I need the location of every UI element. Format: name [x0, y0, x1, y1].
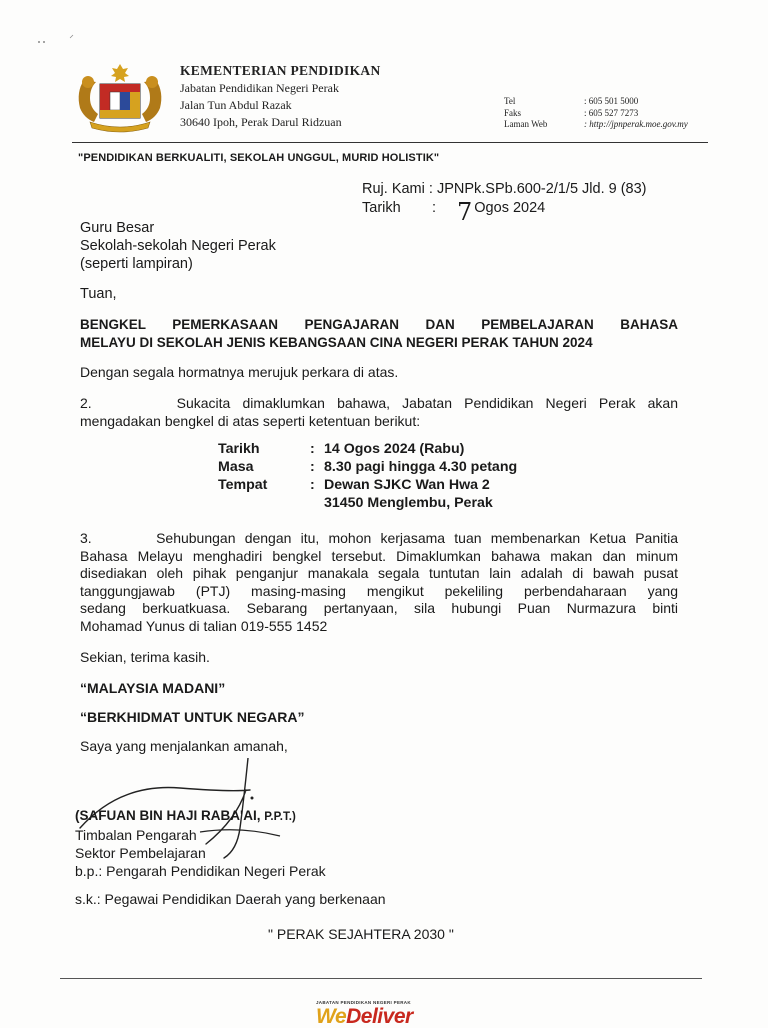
paragraph-2: [80, 395, 678, 430]
signatory-position: [75, 826, 326, 880]
detail-row: [218, 440, 517, 458]
handwritten-day: 7: [457, 198, 473, 226]
contact-label: Tel: [504, 96, 516, 106]
paragraph-line: mengadakan bengkel di atas seperti ketentuan berikut:: [80, 412, 421, 429]
date-row: [362, 198, 647, 226]
detail-sep: :: [310, 441, 315, 457]
paragraph-line: disediakan oleh pihak penganjur manakala segala tuntutan lain adalah di bawah pusat: [80, 565, 678, 581]
brand-deliver: Deliver: [346, 1005, 413, 1028]
recipient-line: (seperti lampiran): [80, 256, 193, 272]
we-deliver-logo: [316, 1006, 413, 1028]
address-line: 30640 Ipoh, Perak Darul Ridzuan: [180, 115, 342, 129]
footer-department: JABATAN PENDIDIKAN NEGERI PERAK: [316, 1000, 411, 1005]
coat-of-arms-logo: [70, 58, 170, 136]
detail-sep: [310, 494, 324, 512]
ref-value: JPNPk.SPb.600-2/1/5 Jld. 9 (83): [436, 181, 647, 197]
contact-value: : http://jpnperak.moe.gov.my: [584, 119, 688, 129]
contact-fax: [504, 108, 688, 120]
paragraph-1: Dengan segala hormatnya merujuk perkara di atas.: [80, 364, 399, 380]
detail-sep: :: [310, 477, 315, 493]
contact-label: Laman Web: [504, 119, 548, 129]
signatory-name: [75, 808, 296, 823]
closing-line: Sekian, terima kasih.: [80, 649, 210, 665]
paragraph-line: sedang berkuatkuasa. Sebarang pertanyaan, sila hubungi Puan Nurmazura binti: [80, 600, 678, 616]
carbon-copy: s.k.: Pegawai Pendidikan Daerah yang berkenaan: [75, 891, 386, 907]
paragraph-3: [80, 530, 678, 635]
signatory-honorific: P.P.T.): [264, 811, 296, 823]
contact-value: : 605 527 7273: [584, 107, 639, 118]
event-details: [218, 440, 517, 512]
letter-subject: [80, 316, 678, 352]
paragraph-line: 2. Sukacita dimaklumkan bahawa, Jabatan Pendidikan Negeri Perak akan: [80, 395, 678, 411]
detail-label: Masa: [218, 459, 254, 475]
ministry-name: KEMENTERIAN PENDIDIKAN: [180, 63, 381, 78]
address-line: Jalan Tun Abdul Razak: [180, 98, 292, 112]
paragraph-line: 3. Sehubungan dengan itu, mohon kerjasama tuan membenarkan Ketua Panitia: [80, 530, 678, 546]
detail-value: 31450 Menglembu, Perak: [324, 495, 493, 511]
signatory-name-text: (SAFUAN BIN HAJI RABA'AI,: [75, 808, 261, 823]
footer-divider: [60, 978, 702, 979]
detail-row: [218, 458, 517, 476]
contact-tel: [504, 96, 688, 108]
salutation: Tuan,: [80, 286, 117, 302]
contact-label: Faks: [504, 107, 522, 118]
contact-value: : 605 501 5000: [584, 96, 639, 106]
slogan-berkhidmat: “BERKHIDMAT UNTUK NEGARA”: [80, 709, 305, 725]
contact-block: [504, 96, 688, 131]
contact-web: [504, 119, 688, 131]
position-line: b.p.: Pengarah Pendidikan Negeri Perak: [75, 863, 326, 879]
detail-value: 8.30 pagi hingga 4.30 petang: [324, 459, 518, 475]
ministry-motto: "PENDIDIKAN BERKUALITI, SEKOLAH UNGGUL, MURID HOLISTIK": [78, 152, 440, 164]
date-sep: :: [432, 200, 437, 216]
header-divider: [72, 142, 708, 143]
address-line: Jabatan Pendidikan Negeri Perak: [180, 81, 339, 95]
recipient-block: [80, 219, 276, 273]
detail-value: Dewan SJKC Wan Hwa 2: [324, 477, 490, 493]
scan-marks: [36, 34, 86, 46]
reference-block: [362, 180, 647, 226]
date-value: Ogos 2024: [474, 200, 546, 216]
sign-off: Saya yang menjalankan amanah,: [80, 738, 288, 754]
detail-label: Tarikh: [218, 441, 260, 457]
detail-label: Tempat: [218, 477, 268, 493]
reference-row: [362, 180, 647, 199]
subject-line: MELAYU DI SEKOLAH JENIS KEBANGSAAN CINA NEGERI PERAK TAHUN 2024: [80, 335, 593, 350]
recipient-line: Guru Besar: [80, 220, 155, 236]
perak-slogan: " PERAK SEJAHTERA 2030 ": [268, 926, 454, 942]
position-line: Timbalan Pengarah: [75, 827, 197, 843]
date-label: Tarikh: [362, 200, 401, 216]
subject-line: BENGKEL PEMERKASAAN PENGAJARAN DAN PEMBELAJARAN BAHASA: [80, 317, 678, 332]
paragraph-line: Mohamad Yunus di talian 019-555 1452: [80, 617, 328, 634]
paragraph-line: tanggungjawab (PTJ) masing-masing mengikut pekeliling perbendaharaan yang: [80, 582, 678, 599]
detail-row: [218, 494, 517, 512]
detail-row: [218, 476, 517, 494]
brand-we: We: [316, 1005, 347, 1028]
slogan-malaysia-madani: “MALAYSIA MADANI”: [80, 680, 226, 696]
paragraph-line: Bahasa Melayu menghadiri bengkel tersebut. Dimaklumkan bahawa makan dan minum: [80, 547, 678, 564]
ref-label: Ruj. Kami :: [362, 181, 433, 197]
detail-value: 14 Ogos 2024 (Rabu): [324, 441, 465, 457]
recipient-line: Sekolah-sekolah Negeri Perak: [80, 238, 276, 254]
detail-sep: :: [310, 459, 315, 475]
position-line: Sektor Pembelajaran: [75, 845, 206, 861]
detail-label: [218, 494, 310, 512]
letterhead-address: [180, 62, 381, 131]
